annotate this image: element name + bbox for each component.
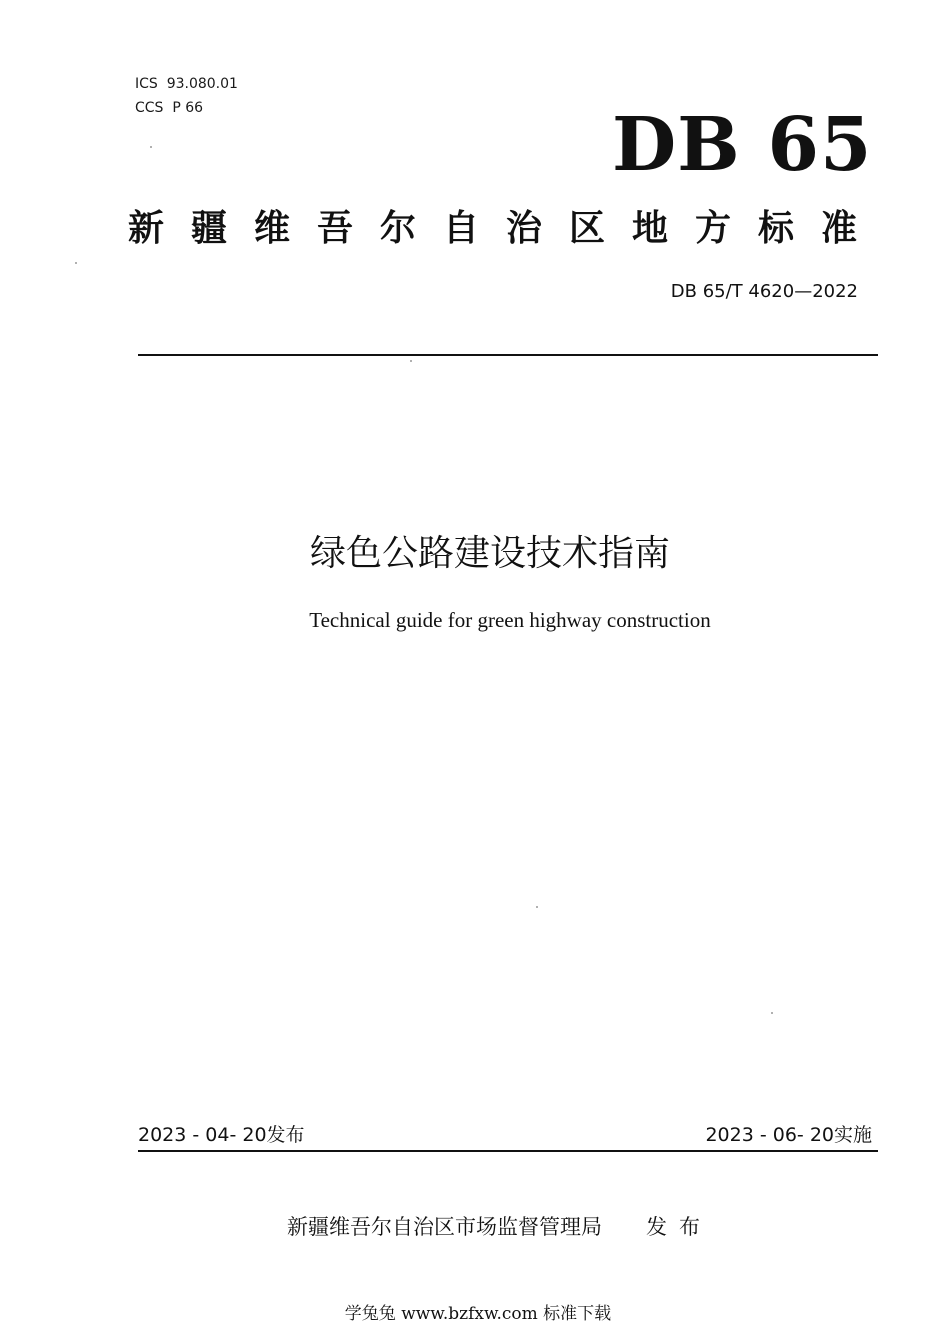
standard-type-heading: 新疆维吾尔自治区地方标准 — [128, 208, 885, 249]
publisher-name: 新疆维吾尔自治区市场监督管理局 — [287, 1215, 602, 1239]
scan-speck — [771, 1012, 773, 1014]
download-watermark: 学兔兔 www.bzfxw.com 标准下载 — [344, 1304, 612, 1324]
title-chinese: 绿色公路建设技术指南 — [309, 533, 670, 574]
ics-code: ICS 93.080.01 — [135, 76, 238, 92]
publisher-line — [287, 1212, 712, 1242]
classification-codes — [135, 72, 238, 120]
standard-number: DB 65/T 4620—2022 — [670, 281, 858, 302]
scan-speck — [75, 262, 77, 264]
bottom-divider — [138, 1150, 878, 1152]
ccs-code: CCS P 66 — [135, 100, 204, 116]
effective-date: 2023 - 06- 20实施 — [705, 1124, 872, 1146]
title-english: Technical guide for green highway construction — [309, 608, 711, 632]
publisher-verb: 发布 — [646, 1215, 712, 1239]
scan-speck — [150, 146, 152, 148]
scan-speck — [536, 906, 538, 908]
scan-speck — [410, 360, 412, 362]
issue-date: 2023 - 04- 20发布 — [138, 1124, 305, 1146]
db-logo: DB 65 — [612, 102, 873, 188]
top-divider — [138, 354, 878, 356]
